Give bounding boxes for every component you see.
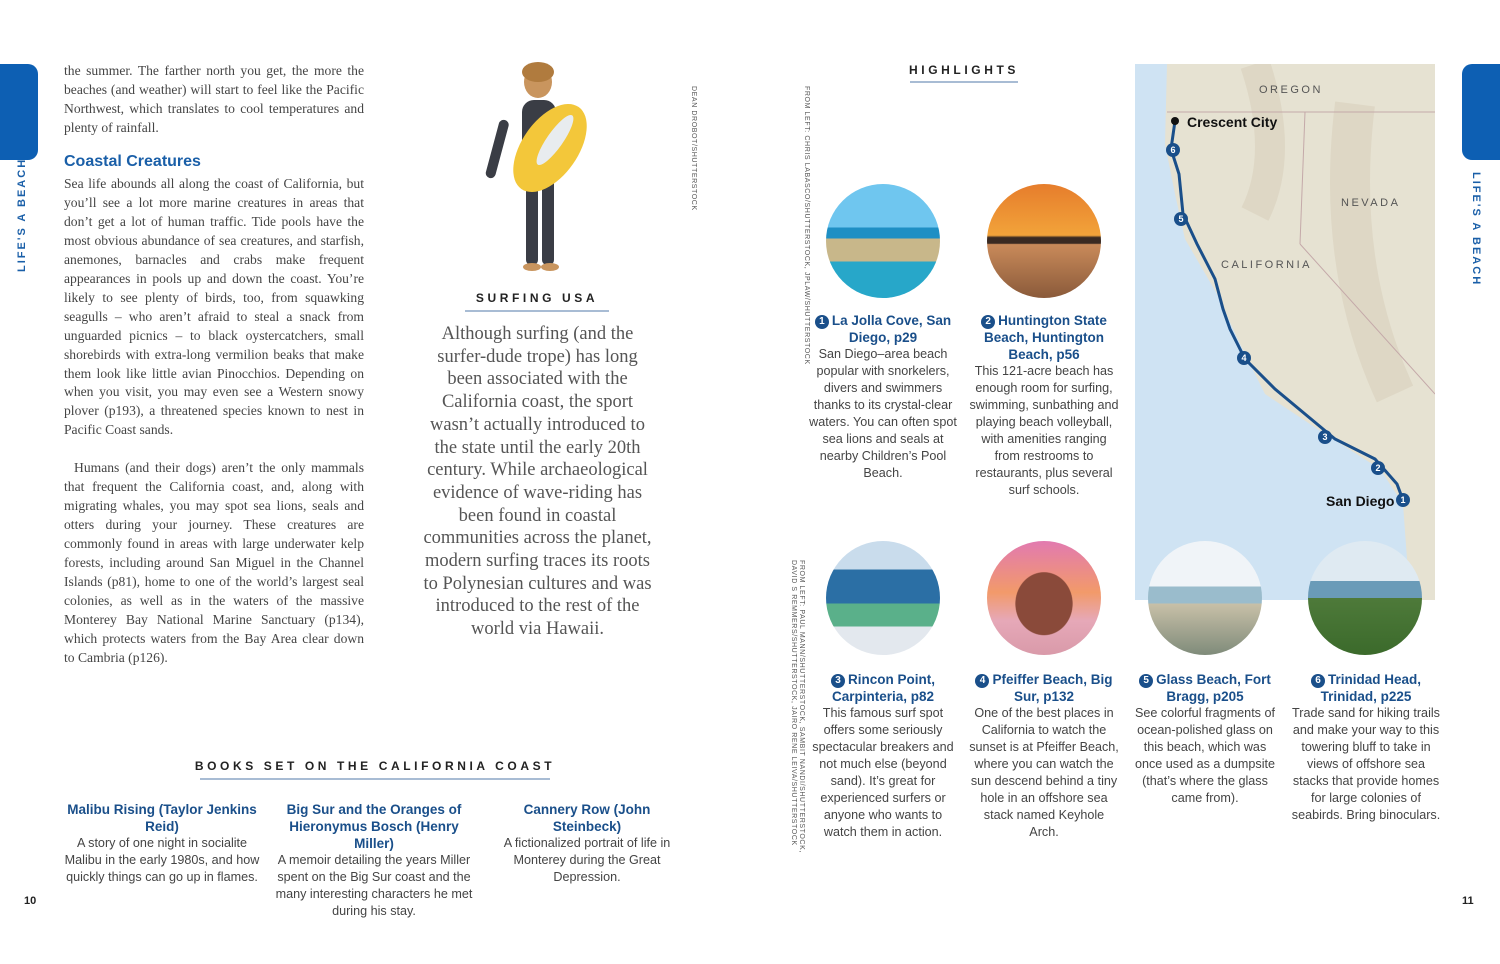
book-item (494, 801, 680, 886)
coastal-creatures-heading: Coastal Creatures (64, 153, 201, 170)
map-marker-6[interactable]: 6 (1170, 145, 1176, 155)
highlight-title: 2 Huntington State Beach, Huntington Beach, p56 (969, 312, 1119, 363)
highlight-description: San Diego–area beach popular with snorkelers, divers and swimmers thanks to its crystal-clear waters. You can often spot sea lions and seals at nearby Children’s Pool Beach. (809, 347, 957, 480)
highlight-description: This famous surf spot offers some seriously spectacular breakers and not much else (beyond sand). It’s great for experienced surfers or anyone who wants to watch them in action. (812, 706, 954, 839)
map-marker-2[interactable]: 2 (1375, 463, 1381, 473)
section-tab-right (1462, 64, 1500, 160)
map-label-nevada: NEVADA (1341, 197, 1401, 209)
number-badge: 6 (1311, 674, 1325, 688)
book-description: A memoir detailing the years Miller spent on the Big Sur coast and the many interesting characters he met during his stay. (275, 853, 473, 918)
photo-credit-top: FROM LEFT: CHRIS LABASCO/SHUTTERSTOCK, JPLAW/SHUTTERSTOCK (803, 86, 810, 365)
books-heading: BOOKS SET ON THE CALIFORNIA COAST (194, 759, 556, 773)
highlight-title: 4 Pfeiffer Beach, Big Sur, p132 (969, 671, 1119, 705)
map-marker-4[interactable]: 4 (1241, 353, 1247, 363)
la-jolla-photo (826, 184, 940, 298)
books-rule (200, 778, 550, 780)
coastal-creatures-para1: Sea life abounds all along the coast of California, but you’ll see a lot more marine creatures in areas that don’t get a lot of human traffic. Tide pools have the most obvious abundance of sea creatures, and starfish, anemones, barnacles and crabs make frequent appearances in pools up and down the coast. You’re likely to see plenty of birds, too, from squawking seagulls – who aren’t afraid to steal a snack from unguarded picnics – to black oystercatchers, small shorebirds with extra-long vermilion beaks that make them look like little avian Pinocchios. Depending on when you visit, you may even see a Western snowy plover (p193), a threatened species known to nest in Pacific Coast sands. (64, 176, 364, 438)
highlight-title: 5 Glass Beach, Fort Bragg, p205 (1130, 671, 1280, 705)
book-title: Malibu Rising (Taylor Jenkins Reid) (67, 802, 257, 834)
number-badge: 4 (975, 674, 989, 688)
section-label-right: LIFE'S A BEACH (1470, 172, 1482, 287)
page-number-right: 11 (1462, 895, 1474, 907)
book-title: Big Sur and the Oranges of Hieronymus Bosch (Henry Miller) (286, 802, 462, 851)
book-title: Cannery Row (John Steinbeck) (523, 802, 651, 834)
map-marker-1[interactable]: 1 (1400, 495, 1406, 505)
surfer-photo-credit: DEAN DROBOT/SHUTTERSTOCK (690, 86, 697, 211)
number-badge: 3 (831, 674, 845, 688)
coastal-creatures-para2: Humans (and their dogs) aren’t the only mammals that frequent the California coast, and, along with migrating whales, you may spot sea lions, seals and otters during your journey. These creatures are commonly found in areas with large underwater kelp forests, including around San Miguel in the Channel Islands (p81), home to one of the world’s largest seal colonies, as well as in the waters of the massive Monterey Bay National Marine Sanctuary (p134), which protects waters from the Bay Area clear down to Cambria (p126). (64, 460, 364, 665)
book-item (274, 801, 474, 920)
trinidad-photo (1308, 541, 1422, 655)
page-number-left: 10 (24, 895, 37, 907)
surfing-text: Although surfing (and the surfer-dude trope) has long been associated with the California coast, the sport wasn’t actually introduced to the state until the early 20th century. While archaeological evidence of wave-riding has been found in coastal communities across the planet, modern surfing traces its roots to Polynesian cultures and was introduced to the rest of the world via Hawaii. (423, 324, 652, 640)
map-label-san-diego: San Diego (1326, 493, 1395, 509)
surfing-rule (465, 310, 609, 312)
highlight-description: One of the best places in California to watch the sunset is at Pfeiffer Beach, where you can watch the sun descend behind a tiny hole in an offshore sea stack named Keyhole Arch. (969, 706, 1119, 839)
map-marker-5[interactable]: 5 (1178, 214, 1184, 224)
pfeiffer-photo (987, 541, 1101, 655)
rincon-photo (826, 541, 940, 655)
number-badge: 2 (981, 315, 995, 329)
map-label-california: CALIFORNIA (1221, 259, 1313, 271)
photo-credit-bottom-1: FROM LEFT: PAUL MANN/SHUTTERSTOCK, SAMBIT NANDI/SHUTTERSTOCK, (798, 560, 805, 853)
highlight-item-2 (969, 312, 1119, 499)
surfer-photo (460, 60, 610, 280)
surfing-heading: SURFING USA (475, 291, 599, 305)
highlight-item-1 (808, 312, 958, 482)
glass-beach-photo (1148, 541, 1262, 655)
highlight-item-6 (1291, 671, 1441, 824)
photo-credit-bottom-2: DAVID S REMMERS/SHUTTERSTOCK, JAIRO RENE LEIVA/SHUTTERSTOCK (790, 560, 797, 846)
book-description: A story of one night in socialite Malibu in the early 1980s, and how quickly things can go up in flames. (64, 836, 260, 884)
highlights-rule (910, 81, 1018, 83)
section-tab-left (0, 64, 38, 160)
highlight-item-5 (1130, 671, 1280, 807)
highlight-title: 1 La Jolla Cove, San Diego, p29 (808, 312, 958, 346)
highlight-item-3 (808, 671, 958, 841)
highlights-heading: HIGHLIGHTS (909, 63, 1019, 77)
highlight-description: Trade sand for hiking trails and make your way to this towering bluff to take in views of offshore sea stacks that provide homes for large colonies of seabirds. Bring binoculars. (1291, 706, 1441, 822)
book-item (62, 801, 262, 886)
book-description: A fictionalized portrait of life in Monterey during the Great Depression. (503, 836, 671, 884)
highlight-description: This 121-acre beach has enough room for surfing, swimming, sunbathing and playing beach volleyball, with amenities ranging from restrooms to restaurants, plus several surf schools. (969, 364, 1119, 497)
highlight-item-4 (969, 671, 1119, 841)
map-label-crescent-city: Crescent City (1187, 114, 1278, 130)
huntington-photo (987, 184, 1101, 298)
highlight-title: 6 Trinidad Head, Trinidad, p225 (1291, 671, 1441, 705)
highlight-description: See colorful fragments of ocean-polished glass on this beach, which was once used as a dumpsite (that’s where the glass came from). (1134, 706, 1276, 805)
number-badge: 1 (815, 315, 829, 329)
number-badge: 5 (1139, 674, 1153, 688)
california-coast-map (1135, 64, 1435, 600)
section-label-left: LIFE'S A BEACH (16, 157, 28, 272)
intro-paragraph: the summer. The farther north you get, the more the beaches (and weather) will start to feel like the Pacific Northwest, which translates to cool temperatures and plenty of rainfall. (64, 63, 364, 135)
map-marker-3[interactable]: 3 (1322, 432, 1328, 442)
highlight-title: 3 Rincon Point, Carpinteria, p82 (831, 672, 935, 704)
map-label-oregon: OREGON (1259, 84, 1323, 96)
